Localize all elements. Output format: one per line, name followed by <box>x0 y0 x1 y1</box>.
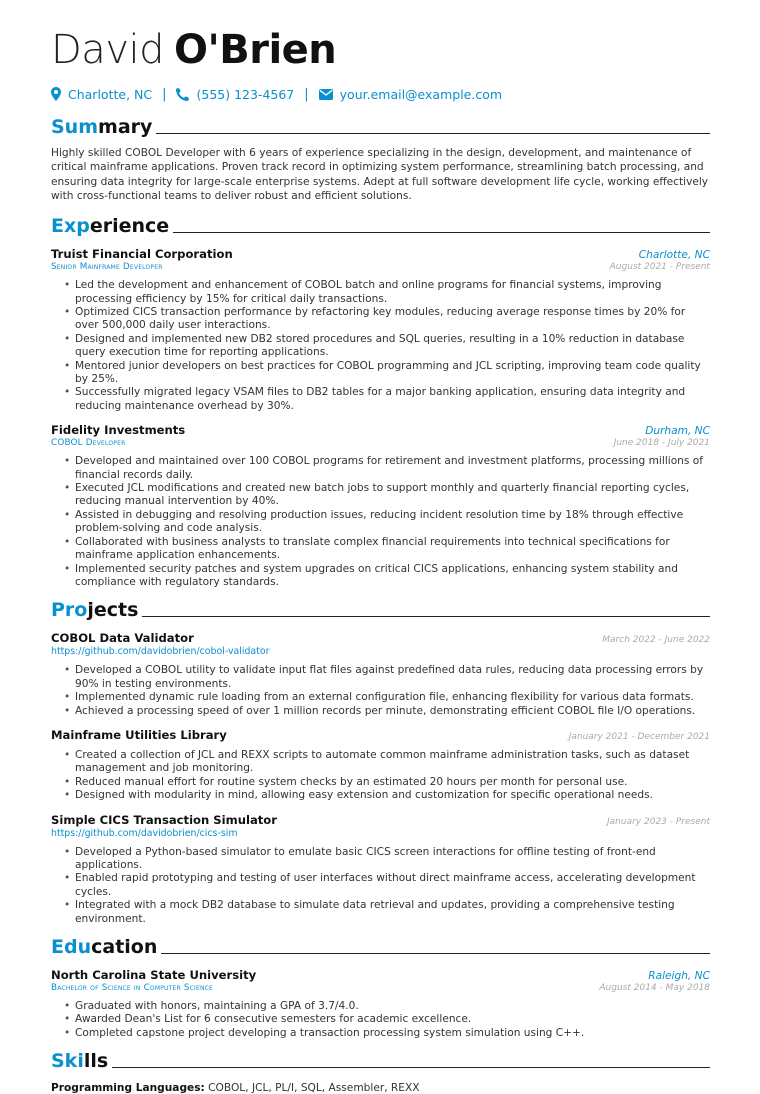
bullet-item: • Assisted in debugging and resolving production issues, reducing incident resolution time by 18% through effective problem-solving and code analysis. <box>75 509 710 536</box>
phone-icon <box>176 88 189 101</box>
section-divider <box>161 953 710 954</box>
bullet-item: • Mentored junior developers on best practices for COBOL programming and JCL scripting, improving team code quality by 25%. <box>75 360 710 387</box>
bullet-item: • Reduced manual effort for routine system checks by an estimated 20 hours per month for personal use. <box>75 776 710 789</box>
job-entry <box>51 247 710 413</box>
project-entry <box>51 631 710 718</box>
job-entry <box>51 423 710 589</box>
project-name: Simple CICS Transaction Simulator <box>51 812 277 827</box>
bullet-item: • Developed a COBOL utility to validate input flat files against predefined data rules, reducing data processing errors by 90% in testing environments. <box>75 664 710 691</box>
education-entry <box>51 968 710 1040</box>
bullet-item: • Implemented dynamic rule loading from an external configuration file, enhancing flexibility for various data formats. <box>75 691 710 704</box>
section-projects-title: Projects <box>51 595 710 621</box>
bullet-item: • Collaborated with business analysts to translate complex financial requirements into technical specifications for mainframe application enhancements. <box>75 536 710 563</box>
envelope-icon <box>319 89 333 100</box>
bullet-item: • Designed and implemented new DB2 stored procedures and SQL queries, resulting in a 10% reduction in database query execution time for reporting applications. <box>75 333 710 360</box>
project-bullets <box>51 664 710 718</box>
section-divider <box>156 133 710 134</box>
bullet-item: • Developed a Python-based simulator to emulate basic CICS screen interactions for offline testing of front-end applications. <box>75 846 710 873</box>
bullet-item: • Executed JCL modifications and created new batch jobs to support monthly and quarterly financial reporting cycles, reducing manual intervention by 40%. <box>75 482 710 509</box>
contact-phone[interactable] <box>176 87 294 102</box>
section-summary-title: Summary <box>51 112 710 138</box>
job-dates: August 2021 - Present <box>609 262 710 273</box>
job-company: Fidelity Investments <box>51 423 186 438</box>
bullet-item: • Implemented security patches and system upgrades on critical CICS applications, enhancing system stability and compliance with regulatory standards. <box>75 563 710 590</box>
job-role: Senior Mainframe Developer <box>51 262 163 273</box>
job-location: Charlotte, NC <box>638 249 710 262</box>
project-name: Mainframe Utilities Library <box>51 727 227 742</box>
job-bullets <box>51 279 710 413</box>
bullet-item: • Developed and maintained over 100 COBOL programs for retirement and investment platforms, processing millions of financial records daily. <box>75 455 710 482</box>
project-dates: January 2021 - December 2021 <box>568 731 710 742</box>
section-divider <box>112 1067 710 1068</box>
job-bullets <box>51 455 710 589</box>
phone-text: (555) 123-4567 <box>196 86 295 102</box>
section-divider <box>173 232 710 233</box>
education-dates: August 2014 - May 2018 <box>599 983 710 993</box>
map-marker-icon <box>51 87 61 101</box>
project-link[interactable]: https://github.com/davidobrien/cobol-validator <box>51 646 270 658</box>
project-entry <box>51 728 710 803</box>
contact-info <box>51 80 710 108</box>
bullet-item: • Achieved a processing speed of over 1 million records per minute, demonstrating efficient COBOL file I/O operations. <box>75 705 710 718</box>
project-dates: January 2023 - Present <box>607 816 710 827</box>
contact-email[interactable] <box>319 87 502 102</box>
job-role: COBOL Developer <box>51 438 126 449</box>
last-name: O'Brien <box>174 27 337 73</box>
bullet-item: • Awarded Dean's List for 6 consecutive semesters for academic excellence. <box>75 1013 710 1026</box>
contact-separator: | <box>304 86 309 102</box>
job-company: Truist Financial Corporation <box>51 247 233 262</box>
project-dates: March 2022 - June 2022 <box>602 635 710 646</box>
bullet-item: • Optimized CICS transaction performance by refactoring key modules, reducing average response times by 20% for over 500,000 daily user interactions. <box>75 306 710 333</box>
school-location: Raleigh, NC <box>648 970 710 982</box>
section-skills-title: Skills <box>51 1046 710 1072</box>
contact-location <box>51 87 152 102</box>
bullet-item: • Led the development and enhancement of COBOL batch and online programs for financial systems, improving processing efficiency by 15% for critical daily transactions. <box>75 279 710 306</box>
project-link[interactable]: https://github.com/davidobrien/cics-sim <box>51 827 238 839</box>
section-divider <box>142 616 710 617</box>
bullet-item: • Created a collection of JCL and REXX scripts to automate common mainframe administration tasks, such as dataset management and job monitoring. <box>75 749 710 776</box>
bullet-item: • Integrated with a mock DB2 database to simulate data retrieval and updates, providing a comprehensive testing environment. <box>75 899 710 926</box>
school-name: North Carolina State University <box>51 968 257 982</box>
bullet-item: • Successfully migrated legacy VSAM files to DB2 tables for a major banking application, ensuring data integrity and reducing maintenance overhead by 30%. <box>75 386 710 413</box>
first-name: David <box>51 27 164 73</box>
bullet-item: • Enabled rapid prototyping and testing of user interfaces without direct mainframe access, accelerating development cycles. <box>75 872 710 899</box>
project-entry <box>51 813 710 926</box>
bullet-item: • Completed capstone project developing a transaction processing system simulation using C++. <box>75 1027 710 1040</box>
location-text: Charlotte, NC <box>68 86 153 102</box>
email-text: your.email@example.com <box>339 86 503 102</box>
project-bullets <box>51 749 710 803</box>
bullet-item: • Designed with modularity in mind, allowing easy extension and customization for specific operational needs. <box>75 789 710 802</box>
bullet-item: • Graduated with honors, maintaining a GPA of 3.7/4.0. <box>75 1000 710 1013</box>
project-bullets <box>51 846 710 926</box>
contact-separator: | <box>162 86 167 102</box>
section-experience-title: Experience <box>51 211 710 237</box>
degree: Bachelor of Science in Computer Science <box>51 983 214 993</box>
summary-text: Highly skilled COBOL Developer with 6 years of experience specializing in the design, development, and maintenance of critical mainframe applications. Proven track record in optimizing system performance, streamlining batch processing, and ensuring data integrity for large-scale enterprise systems. Adept at full software development life cycle, working effectively with cross-functional teams to deliver robust and efficient solutions. <box>51 147 709 202</box>
education-bullets <box>51 1000 710 1040</box>
section-education-title: Education <box>51 932 710 958</box>
skills-label: Programming Languages: <box>51 1082 205 1094</box>
project-name: COBOL Data Validator <box>51 631 194 646</box>
skills-value: COBOL, JCL, PL/I, SQL, Assembler, REXX <box>208 1082 420 1094</box>
skills-line <box>51 1082 710 1094</box>
candidate-name <box>51 24 710 76</box>
job-location: Durham, NC <box>645 425 710 438</box>
job-dates: June 2018 - July 2021 <box>613 438 710 449</box>
